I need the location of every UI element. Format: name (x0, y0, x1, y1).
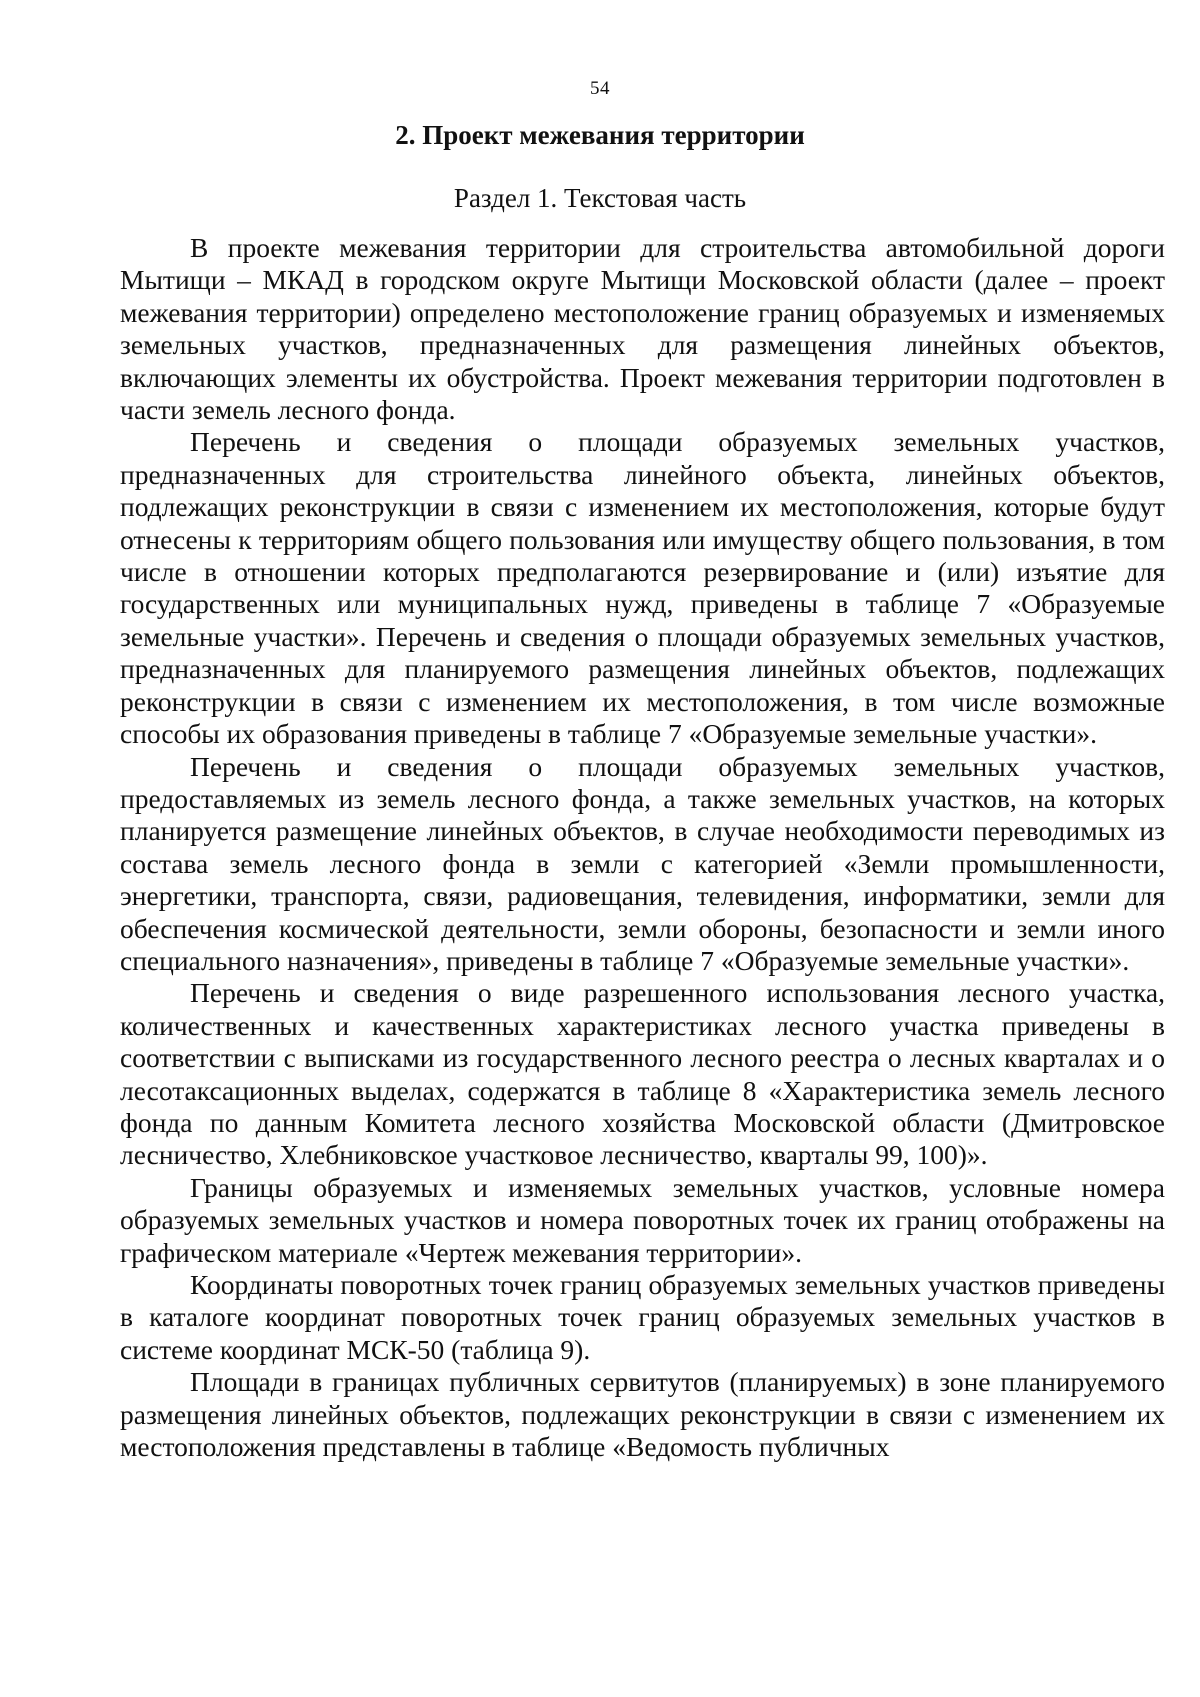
paragraph-table7-list: Перечень и сведения о площади образуемых земельных участков, предназначенных для строительства линейного объекта, линейных объектов, подлежащих реконструкции в связи с изменением их местоположения, которые будут отнесены к территориям общего пользования или имуществу общего пользования, в том числе в отношении которых предполагаются резервирование и (или) изъятие для государственных или муниципальных нужд, приведены в таблице 7 «Образуемые земельные участки». Перечень и сведения о площади образуемых земельных участков, предназначенных для планируемого размещения линейных объектов, подлежащих реконструкции в связи с изменением их местоположения, в том числе возможные способы их образования приведены в таблице 7 «Образуемые земельные участки». (120, 426, 1165, 750)
paragraph-forest-fund: Перечень и сведения о площади образуемых земельных участков, предоставляемых из земель лесного фонда, а также земельных участков, на которых планируется размещение линейных объектов, в случае необходимости переводимых из состава земель лесного фонда в земли с категорией «Земли промышленности, энергетики, транспорта, связи, радиовещания, телевидения, информатики, земли для обеспечения космической деятельности, земли обороны, безопасности и земли иного специального назначения», приведены в таблице 7 «Образуемые земельные участки». (120, 750, 1165, 976)
paragraph-boundaries: Границы образуемых и изменяемых земельных участков, условные номера образуемых земельных участков и номера поворотных точек их границ отображены на графическом материале «Чертеж межевания территории». (120, 1171, 1165, 1268)
page-number: 54 (590, 78, 610, 99)
subsection-title: Раздел 1. Текстовая часть (453, 183, 747, 213)
body-text (120, 232, 1165, 1463)
paragraph-table8: Перечень и сведения о виде разрешенного использования лесного участка, количественных и качественных характеристиках лесного участка приведены в соответствии с выписками из государственного лесного реестра о лесных кварталах и о лесотаксационных выделах, содержатся в таблице 8 «Характеристика земель лесного фонда по данным Комитета лесного хозяйства Московской области (Дмитровское лесничество, Хлебниковское участковое лесничество, кварталы 99, 100)». (120, 977, 1165, 1171)
paragraph-intro: В проекте межевания территории для строительства автомобильной дороги Мытищи – МКАД в городском округе Мытищи Московской области (далее – проект межевания территории) определено местоположение границ образуемых и изменяемых земельных участков, предназначенных для размещения линейных объектов, включающих элементы их обустройства. Проект межевания территории подготовлен в части земель лесного фонда. (120, 232, 1165, 426)
paragraph-servitudes: Площади в границах публичных сервитутов (планируемых) в зоне планируемого размещения линейных объектов, подлежащих реконструкции в связи с изменением их местоположения представлены в таблице «Ведомость публичных (120, 1366, 1165, 1463)
paragraph-coordinates: Координаты поворотных точек границ образуемых земельных участков приведены в каталоге координат поворотных точек границ образуемых земельных участков в системе координат МСК-50 (таблица 9). (120, 1269, 1165, 1365)
section-title: 2. Проект межевания территории (395, 120, 805, 150)
